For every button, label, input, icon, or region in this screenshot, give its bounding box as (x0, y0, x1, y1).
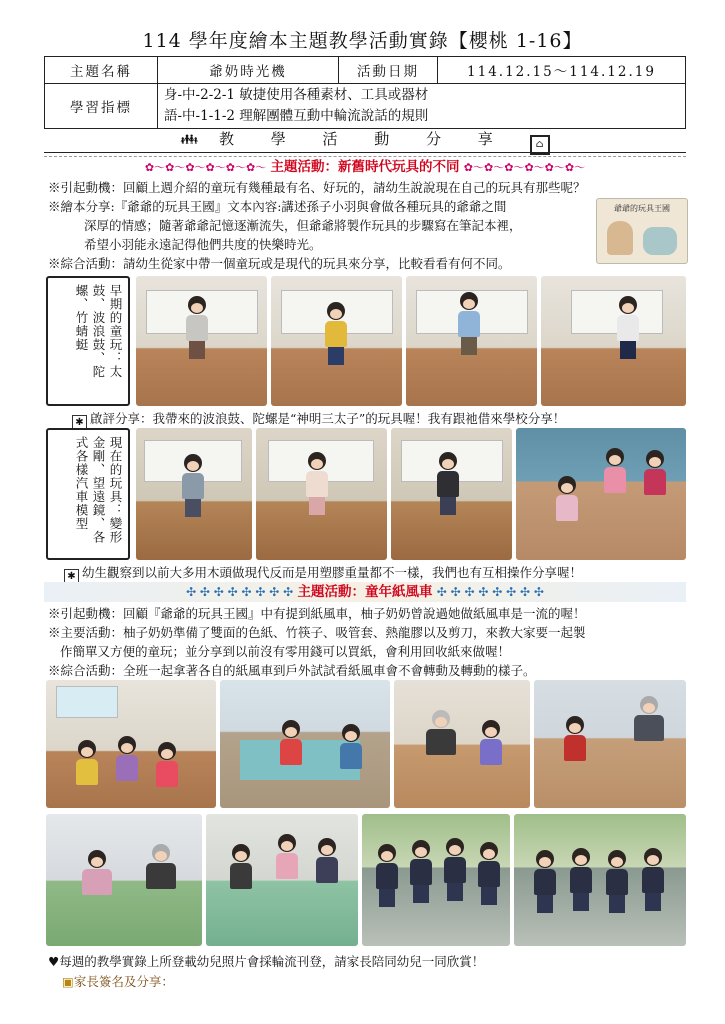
document-title: 114 學年度繪本主題教學活動實錄【櫻桃 1-16】 (142, 30, 583, 52)
old-toys-caption (72, 410, 565, 430)
info-table (44, 56, 686, 129)
star-icon: ✱ (72, 415, 87, 430)
heart-icon: ♥ (48, 954, 60, 969)
photo-class-circle (46, 680, 216, 808)
activity2-main-line2: 作簡單又方便的童玩；並分享到以前沒有零用錢可以買紙，會利用回收紙來做喔！ (60, 644, 511, 659)
photo-children-group-play (516, 428, 686, 560)
photo-child-transformer (136, 428, 252, 560)
indicator-1: 身-中-2-2-1 敏捷使用各種素材、工具或器材 (164, 87, 429, 103)
parent-sign-text: 家長簽名及分享： (73, 974, 174, 989)
new-toys-caption-text: 幼生觀察到以前大多用木頭做現代反而是用塑膠重量都不一樣，我們也有互相操作分享喔！ (82, 565, 583, 580)
activity2-motivation: ※引起動機：回顧『爺爺的玩具王國』中有提到紙風車，柚子奶奶曾說過她做紙風車是一流的喔！ (48, 606, 586, 621)
activity2-text (48, 604, 686, 680)
flower-border-icon: ✿～✿～✿～✿～✿～✿～ (463, 161, 586, 174)
activity2-banner (44, 582, 686, 602)
activity1-book: ※繪本分享:『爺爺的玩具王國』文本內容:講述孫子小羽與會做各種玩具的爺爺之間 (48, 199, 507, 214)
frame-icon: ⌂ (530, 135, 550, 155)
photo-child-drum (136, 276, 267, 406)
date-value: 114.12.15～114.12.19 (438, 57, 686, 84)
photo-child-telescope (256, 428, 387, 560)
book-cover-image (596, 198, 688, 264)
photo-class-seated (220, 680, 390, 808)
photo-child-car (391, 428, 512, 560)
topic-label: 主題名稱 (45, 57, 158, 84)
flower-border-icon: ✿～✿～✿～✿～✿～✿～ (144, 161, 267, 174)
star-icon: ✱ (64, 569, 79, 584)
book-cover-title: 爺爺的玩具王國 (614, 204, 670, 213)
indicator-label: 學習指標 (45, 84, 158, 129)
photo-grandma-demo (394, 680, 530, 808)
photo-outdoor-group (514, 814, 686, 946)
activity2-main: ※主要活動：柚子奶奶準備了雙面的色紙、竹筷子、吸管套、熱龍膠以及剪刀，來教大家要一起製 (48, 625, 586, 640)
date-label: 活動日期 (339, 57, 438, 84)
photo-children-pinwheel (206, 814, 358, 946)
photo-child-bamboo (541, 276, 686, 406)
footer-note (48, 952, 484, 970)
photo-outdoor-line (362, 814, 510, 946)
activity1-book-line2: 深厚的情感；隨著爺爺記憶逐漸流失，但爺爺將製作玩具的步驟寫在筆記本裡， (84, 218, 522, 233)
people-icon: 👪︎ (180, 132, 199, 148)
section-header (44, 128, 686, 153)
activity1-book-line3: 希望小羽能永遠記得他們共度的快樂時光。 (84, 237, 322, 252)
topic-value: 爺奶時光機 (158, 57, 339, 84)
activity2-summary: ※綜合活動：全班一起拿著各自的紙風車到戶外試試看紙風車會不會轉動及轉動的樣子。 (48, 663, 536, 678)
indicator-2: 語-中-1-1-2 理解團體互動中輪流說話的規則 (164, 108, 429, 124)
activity1-banner (44, 156, 686, 177)
activity1-motivation: ※引起動機：回顧上週介紹的童玩有幾種最有名、好玩的，請幼生說說現在自己的玩具有那些呢？ (48, 180, 586, 195)
footer-note-text: 每週的教學實錄上所登載幼兒照片會採輪流刊登，請家長陪同幼兒一同欣賞！ (59, 954, 485, 969)
activity2-title: 主題活動：童年紙風車 (297, 584, 433, 600)
book-icon: ▣ (62, 974, 74, 989)
activity1-title: 主題活動：新舊時代玩具的不同 (270, 159, 460, 175)
pinwheel-border-icon: ✣ ✣ ✣ ✣ ✣ ✣ ✣ ✣ (436, 585, 544, 599)
parent-sign (62, 972, 174, 990)
old-toys-caption-text: 啟評分享：我帶來的波浪鼓、陀螺是“神明三太子”的玩具喔！我有跟祂借來學校分享！ (90, 411, 566, 426)
section-title: 教 學 活 動 分 享 (218, 130, 509, 148)
activity1-summary: ※綜合活動：請幼生從家中帶一個童玩或是現代的玩具來分享，比較看看有何不同。 (48, 256, 511, 271)
new-toys-label: 現在的玩具：變形金剛、望遠鏡、各式各樣汽車模型 (46, 428, 130, 560)
photo-child-top (406, 276, 537, 406)
photo-child-wave-drum (271, 276, 402, 406)
activity1-text (48, 178, 686, 273)
indicator-list (158, 84, 686, 129)
old-toys-label: 早期的童玩：太鼓、波浪鼓、陀螺、竹蜻蜓 (46, 276, 130, 406)
new-toys-caption (64, 564, 582, 584)
pinwheel-border-icon: ✣ ✣ ✣ ✣ ✣ ✣ ✣ ✣ (186, 585, 294, 599)
photo-child-cutting (46, 814, 202, 946)
photo-grandma-helping (534, 680, 686, 808)
